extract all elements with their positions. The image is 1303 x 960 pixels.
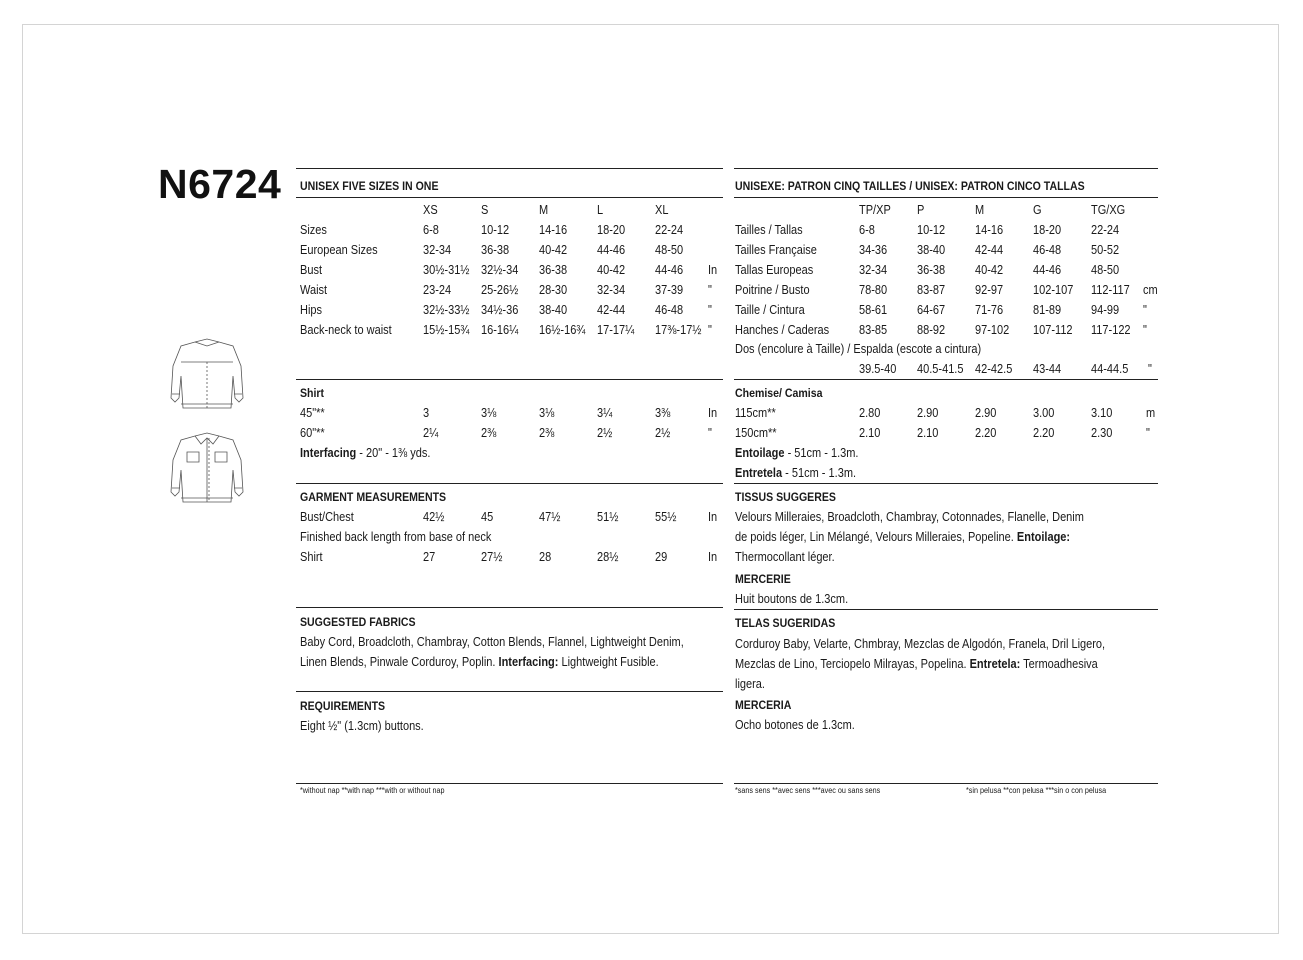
shirt-row-value: 3¼ [597,406,613,420]
telas-title: TELAS SUGERIDAS [735,616,836,630]
right-tissus-rule [734,483,1158,484]
taille-row-value: 71-76 [975,303,1004,317]
size-row-value: 32½-33½ [423,303,470,317]
interfacing-line [300,443,430,463]
taille-row-value: 94-99 [1091,303,1120,317]
size-row-value: 37-39 [655,283,684,297]
tissus-line-2 [735,527,1070,547]
size-row-value: 32-34 [423,243,452,257]
telas-line-1: Corduroy Baby, Velarte, Chmbray, Mezclas de Algodón, Franela, Dril Ligero, [735,637,1106,651]
chemise-row-value: 2.80 [859,406,881,420]
shirt-row-value: 2½ [655,426,671,440]
bust-value: 45 [481,510,494,524]
chemise-row-unit: " [1146,426,1150,440]
size-row-value: 36-38 [539,263,568,277]
entretela-value: - 51cm - 1.3m. [782,466,857,480]
taille-row-unit: cm [1143,283,1158,297]
shirt-row-value: 3⅛ [481,406,497,420]
merceria-text: Ocho botones de 1.3cm. [735,718,855,732]
dos-value: 39.5-40 [859,362,897,376]
taille-row-value: 48-50 [1091,263,1120,277]
fabrics-line-2-text: Linen Blends, Pinwale Corduroy, Poplin. [300,655,499,669]
finished-shirt-label: Shirt [300,550,323,564]
size-row-label: Waist [300,283,328,297]
bust-value: 55½ [655,510,677,524]
size-row-value: 36-38 [481,243,510,257]
entoilage-label: Entoilage [735,446,785,460]
left-footnote-rule [296,783,723,784]
size-row-value: 25-26½ [481,283,519,297]
taille-row-value: 78-80 [859,283,888,297]
chemise-row-value: 2.10 [859,426,881,440]
tissus-entoilage-label: Entoilage: [1016,530,1071,544]
size-row-value: 40-42 [597,263,626,277]
taille-row-value: 10-12 [917,223,946,237]
size-row-value: 17⅜-17½ [655,323,702,337]
taille-row-value: 83-85 [859,323,888,337]
size-row-value: 16-16¼ [481,323,519,337]
size-header-tpxp: TP/XP [859,203,891,217]
taille-row-value: 64-67 [917,303,946,317]
left-shirt-rule [296,379,723,380]
size-row-value: 34½-36 [481,303,519,317]
mercerie-title: MERCERIE [735,572,791,586]
taille-row-unit: " [1143,323,1147,337]
shirt-row-value: 3⅜ [655,406,671,420]
size-row-value: 15½-15¾ [423,323,470,337]
taille-row-value: 107-112 [1033,323,1073,337]
taille-row-value: 18-20 [1033,223,1062,237]
left-fabrics-rule [296,607,723,608]
size-row-unit: In [708,263,718,277]
bust-value: 51½ [597,510,619,524]
shirt-back-illustration [165,336,249,416]
shirt-row-value: 2⅜ [539,426,555,440]
taille-row-value: 58-61 [859,303,888,317]
chemise-row-value: 2.90 [975,406,997,420]
size-row-label: Back-neck to waist [300,323,392,337]
merceria-title: MERCERIA [735,698,792,712]
interfacing-label: Interfacing [300,446,357,460]
size-row-value: 22-24 [655,223,684,237]
size-header-p: P [917,203,925,217]
right-footnote-es: *sin pelusa **con pelusa ***sin o con pelusa [966,786,1107,795]
taille-row-value: 46-48 [1033,243,1062,257]
taille-row-value: 88-92 [917,323,946,337]
taille-row-value: 117-122 [1091,323,1131,337]
shirt-length-value: 29 [655,550,668,564]
shirt-row-value: 2½ [597,426,613,440]
chemise-title: Chemise/ Camisa [735,386,823,400]
size-row-label: Sizes [300,223,327,237]
size-row-value: 10-12 [481,223,510,237]
shirt-row-label: 60"** [300,426,325,440]
requirements-title: REQUIREMENTS [300,699,386,713]
entretela-line [735,463,856,483]
shirt-row-value: 3⅛ [539,406,555,420]
size-header-xl: XL [655,203,669,217]
size-row-label: Hips [300,303,323,317]
size-row-value: 42-44 [597,303,626,317]
size-row-value: 46-48 [655,303,684,317]
taille-row-value: 14-16 [975,223,1004,237]
right-telas-rule [734,609,1158,610]
right-title-rule [734,197,1158,198]
taille-row-value: 50-52 [1091,243,1120,257]
chemise-row-value: 2.20 [1033,426,1055,440]
tissus-line-3: Thermocollant léger. [735,550,835,564]
shirt-length-value: 28½ [597,550,619,564]
size-row-unit: " [708,323,712,337]
bust-chest-label: Bust/Chest [300,510,354,524]
left-footnote: *without nap **with nap ***with or without nap [300,786,445,795]
tissus-line-2-text: de poids léger, Lin Mélangé, Velours Milleraies, Popeline. [735,530,1017,544]
dos-value: 40.5-41.5 [917,362,964,376]
size-row-value: 44-46 [655,263,684,277]
size-row-unit: " [708,303,712,317]
entoilage-value: - 51cm - 1.3m. [784,446,859,460]
size-row-value: 14-16 [539,223,568,237]
shirt-length-value: 27½ [481,550,503,564]
telas-entretela-value: Termoadhesiva [1020,657,1098,671]
taille-row-value: 42-44 [975,243,1004,257]
size-row-value: 48-50 [655,243,684,257]
dos-value: 44-44.5 [1091,362,1129,376]
garment-title: GARMENT MEASUREMENTS [300,490,447,504]
size-row-value: 32½-34 [481,263,519,277]
taille-row-label: Hanches / Caderas [735,323,830,337]
right-chemise-rule [734,379,1158,380]
size-row-label: Bust [300,263,323,277]
size-row-value: 18-20 [597,223,626,237]
taille-row-label: Poitrine / Busto [735,283,810,297]
size-header-xs: XS [423,203,438,217]
left-title: UNISEX FIVE SIZES IN ONE [300,179,439,193]
size-row-value: 40-42 [539,243,568,257]
size-header-l: L [597,203,604,217]
bust-value: 47½ [539,510,561,524]
shirt-row-value: 3 [423,406,430,420]
bust-chest-unit: In [708,510,718,524]
taille-row-value: 92-97 [975,283,1004,297]
taille-row-value: 40-42 [975,263,1004,277]
size-row-value: 38-40 [539,303,568,317]
size-row-label: European Sizes [300,243,378,257]
size-header-tgxg: TG/XG [1091,203,1126,217]
finished-length-label: Finished back length from base of neck [300,530,492,544]
entretela-label: Entretela [735,466,783,480]
right-footnote-fr: *sans sens **avec sens ***avec ou sans sens [735,786,881,795]
fabrics-title: SUGGESTED FABRICS [300,615,416,629]
dos-value: 43-44 [1033,362,1062,376]
chemise-row-value: 2.90 [917,406,939,420]
taille-row-label: Tailles Française [735,243,817,257]
shirt-row-value: 2⅜ [481,426,497,440]
chemise-row-unit: m [1146,406,1156,420]
requirements-text: Eight ½" (1.3cm) buttons. [300,719,424,733]
shirt-front-illustration [165,430,249,510]
taille-row-value: 34-36 [859,243,888,257]
taille-row-value: 32-34 [859,263,888,277]
chemise-row-value: 2.30 [1091,426,1113,440]
shirt-row-label: 45"** [300,406,325,420]
chemise-row-label: 115cm** [735,406,776,420]
taille-row-value: 36-38 [917,263,946,277]
size-header-m-fr: M [975,203,985,217]
size-row-value: 16½-16¾ [539,323,586,337]
size-row-value: 28-30 [539,283,568,297]
taille-row-value: 102-107 [1033,283,1074,297]
finished-shirt-unit: In [708,550,718,564]
size-header-g: G [1033,203,1042,217]
left-requirements-rule [296,691,723,692]
chemise-row-value: 3.00 [1033,406,1055,420]
shirt-length-value: 27 [423,550,436,564]
chemise-row-label: 150cm** [735,426,777,440]
taille-row-value: 38-40 [917,243,946,257]
size-row-value: 32-34 [597,283,626,297]
taille-row-value: 97-102 [975,323,1010,337]
taille-row-unit: " [1143,303,1147,317]
chemise-row-value: 2.10 [917,426,939,440]
size-row-value: 44-46 [597,243,626,257]
taille-row-label: Tailles / Tallas [735,223,803,237]
taille-row-label: Tallas Europeas [735,263,814,277]
telas-entretela-label: Entretela: [969,657,1021,671]
interfacing-value: - 20" - 1⅜ yds. [356,446,431,460]
telas-line-3: ligera. [735,677,765,691]
shirt-title: Shirt [300,386,325,400]
pattern-number: N6724 [158,161,282,207]
chemise-row-value: 3.10 [1091,406,1113,420]
fabrics-interfacing-value: Lightweight Fusible. [558,655,659,669]
taille-row-value: 6-8 [859,223,875,237]
taille-row-value: 81-89 [1033,303,1062,317]
left-top-rule [296,168,723,169]
fabrics-interfacing-label: Interfacing: [498,655,559,669]
taille-row-value: 83-87 [917,283,946,297]
telas-line-2 [735,654,1098,674]
taille-row-label: Taille / Cintura [735,303,805,317]
taille-row-value: 44-46 [1033,263,1062,277]
size-row-value: 30½-31½ [423,263,470,277]
size-row-value: 6-8 [423,223,439,237]
size-header-s: S [481,203,489,217]
size-row-unit: " [708,283,712,297]
right-top-rule [734,168,1158,169]
fabrics-line-1: Baby Cord, Broadcloth, Chambray, Cotton Blends, Flannel, Lightweight Denim, [300,635,684,649]
dos-value: 42-42.5 [975,362,1013,376]
tissus-line-1: Velours Milleraies, Broadcloth, Chambray, Cotonnades, Flanelle, Denim [735,510,1084,524]
dos-label: Dos (encolure à Taille) / Espalda (escote a cintura) [735,342,982,356]
size-row-value: 17-17¼ [597,323,635,337]
mercerie-text: Huit boutons de 1.3cm. [735,592,849,606]
chemise-row-value: 2.20 [975,426,997,440]
right-title: UNISEXE: PATRON CINQ TAILLES / UNISEX: PATRON CINCO TALLAS [735,179,1085,193]
tissus-title: TISSUS SUGGERES [735,490,836,504]
taille-row-value: 112-117 [1091,283,1130,297]
fabrics-line-2 [300,652,659,672]
shirt-row-unit: " [708,426,712,440]
shirt-row-unit: In [708,406,718,420]
size-row-value: 23-24 [423,283,452,297]
size-header-m: M [539,203,549,217]
taille-row-value: 22-24 [1091,223,1120,237]
dos-unit: " [1148,362,1152,376]
left-garment-rule [296,483,723,484]
shirt-row-value: 2¼ [423,426,439,440]
left-title-rule [296,197,723,198]
shirt-length-value: 28 [539,550,552,564]
telas-line-2-text: Mezclas de Lino, Terciopelo Milrayas, Popelina. [735,657,970,671]
right-footnote-rule [734,783,1158,784]
bust-value: 42½ [423,510,445,524]
entoilage-line [735,443,858,463]
